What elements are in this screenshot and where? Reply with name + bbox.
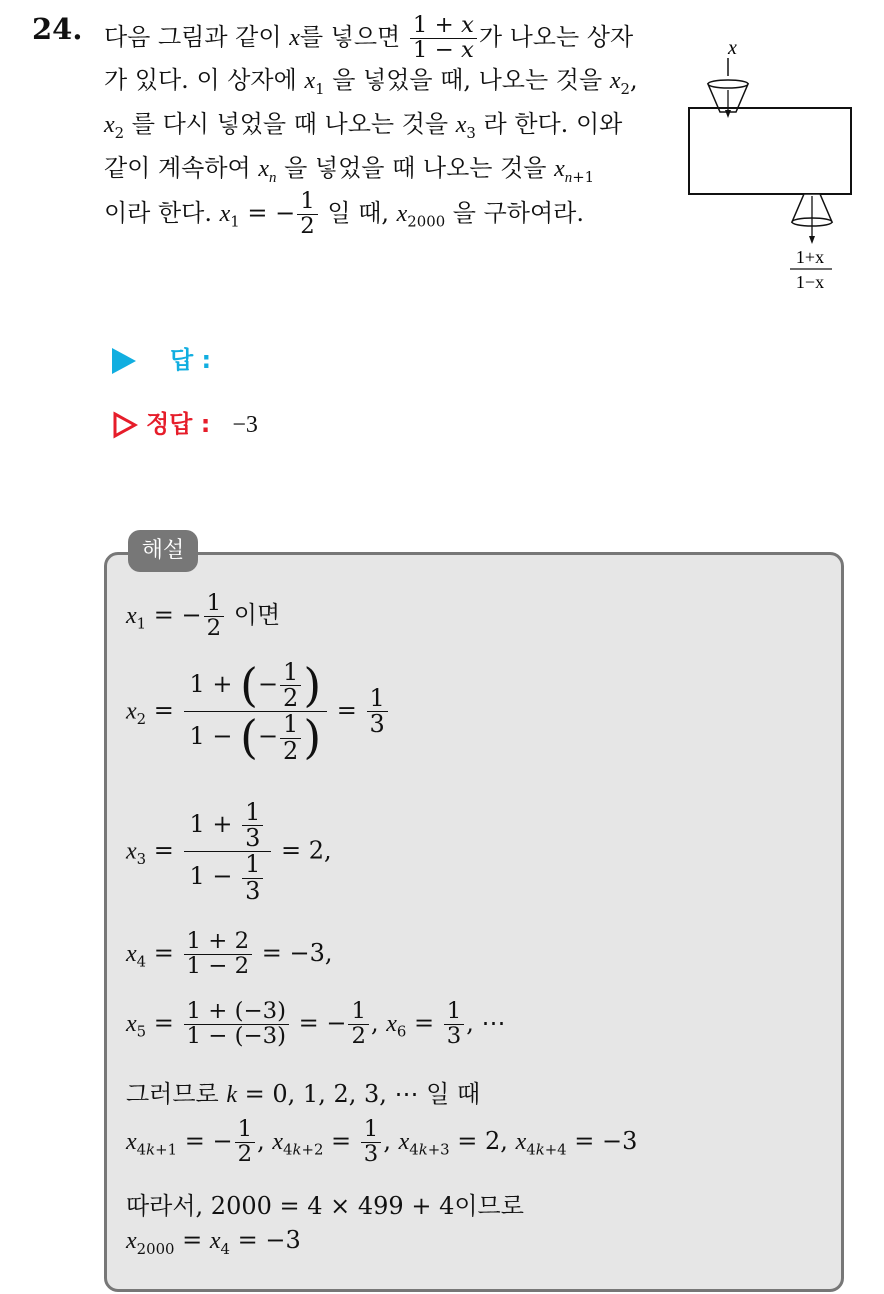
correct-answer: 정답 : −3 (112, 404, 258, 439)
correct-answer-value: −3 (232, 412, 258, 438)
input-label: x (728, 37, 737, 59)
solution-step-3: $x_3$ = 1 + $\frac{1}{3}$ 1 − $\frac{1}{3}$ = 2, (126, 798, 332, 905)
problem-number: 24. (32, 12, 83, 46)
solution-step-2: $x_2$ = 1 + (− $\frac{1}{2}$ ) 1 − (− $\frac{1}{2}$ ) = $\frac{1}{3}$ (126, 660, 390, 764)
solution-step-4: $x_4$ = $\frac{1 + 2}{1 - 2}$ = −3, (126, 928, 333, 979)
solution-step-1: $x_1$ = − $\frac{1}{2}$ 이면 (126, 590, 281, 641)
solution-step-7: $x_{4k+1}$ = − $\frac{1}{2}$ , $x_{4k+2}$ = $\frac{1}{3}$ , $x_{4k+3} = 2$, $x_{4k+4} = -3$ (126, 1116, 638, 1167)
solution-step-6: 그러므로 k = 0, 1, 2, 3, ⋯ 일 때 (126, 1080, 481, 1108)
triangle-icon (112, 348, 136, 374)
solution-step-9: $x_{2000} = x_4 = -3$ (126, 1226, 301, 1258)
solution-step-8: 따라서, 2000 = 4 × 499 + 4이므로 (126, 1192, 524, 1220)
output-numerator: 1+x (795, 247, 825, 267)
problem-statement: 다음 그림과 같이 x를 넣으면 $\frac{1 + x}{1 - x}$ 가 나오는 상자 가 있다. 이 상자에 $x_1$ 을 넣었을 때, 나오는 것을 $x_2$, $x_2$ 를 다시 넣었을 때 나오는 것을 $x_3$ 라 한다. 이와 같이 계속하여 $x_n$ 을 넣었을 때 나오는 것을 $x_{n+1}$ 이라 한다. $x_1$ = − $\frac{1}{2}$ 일 때, $x_{2000}$ 을 구하여라. (104, 12, 638, 239)
solution-step-5: $x_5$ = $\frac{1 + (-3)}{1 - (-3)}$ = − $\frac{1}{2}$ , $x_6$ = $\frac{1}{3}$ , ⋯ (126, 998, 506, 1049)
solution-badge: 해설 (128, 530, 198, 572)
triangle-outline-icon (112, 411, 138, 439)
function-box-diagram (680, 36, 860, 296)
output-denominator: 1−x (795, 272, 825, 292)
answer-prompt: 답 : (112, 340, 211, 375)
